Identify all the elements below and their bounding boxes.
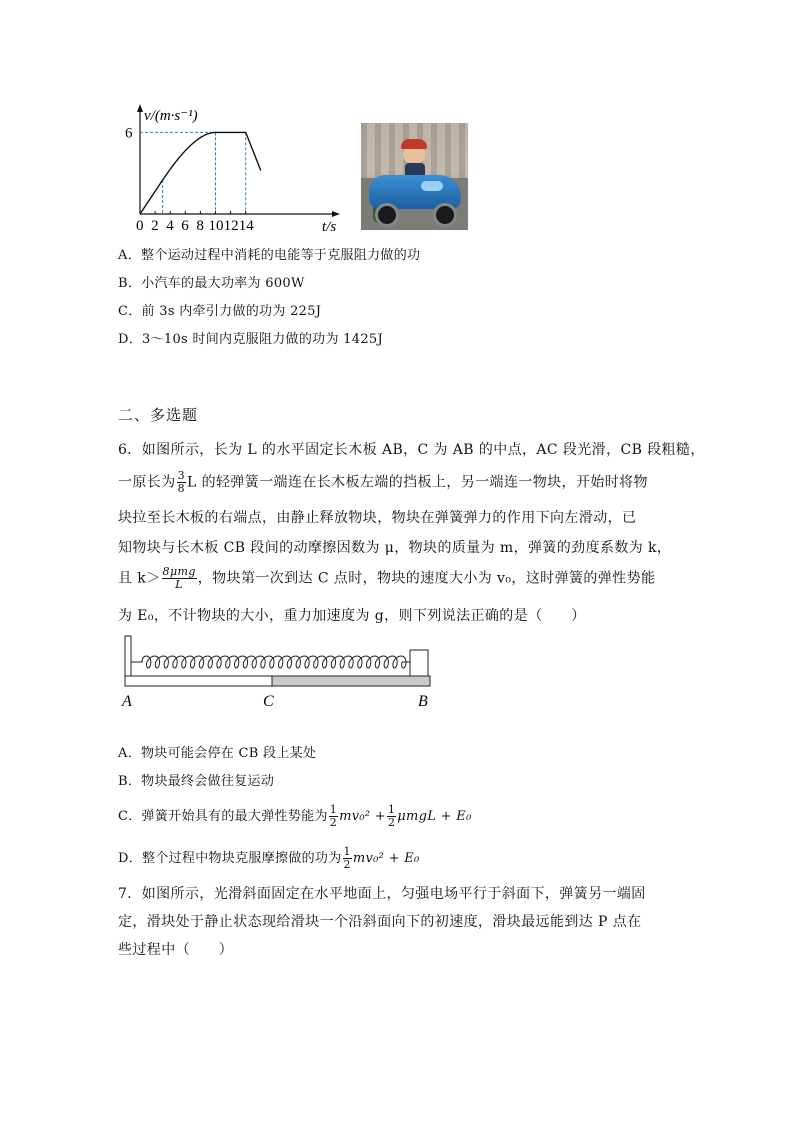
block xyxy=(410,650,428,676)
q7-line-3: 些过程中（ ） xyxy=(118,942,234,958)
q6-fraction-3-8: $\frac{3}{8}$ xyxy=(177,469,186,495)
toy-car-photo xyxy=(361,123,468,230)
section-title: 二、多选题 xyxy=(118,406,199,424)
q6-line-5: 且 k＞ $\frac{\text{8μmg}}{L}$ ，物块第一次到达 C 点时，物块的速度大小为 v₀，这时弹簧的弹性势能 xyxy=(118,565,656,591)
x-tick-10: 10 xyxy=(208,218,224,234)
left-baffle xyxy=(125,636,131,676)
x-tick-2: 2 xyxy=(151,218,159,234)
x-tick-0: 0 xyxy=(136,218,144,234)
velocity-curve xyxy=(140,132,261,214)
q5-option-c: C．前 3s 内牵引力做的功为 225J xyxy=(118,304,322,319)
board-cb-segment xyxy=(272,676,430,686)
q6-fraction-k-bound: $\frac{\text{8μmg}}{L}$ xyxy=(162,565,196,591)
x-tick-6: 6 xyxy=(181,218,189,234)
spring-board-diagram xyxy=(118,630,448,714)
x-tick-8: 8 xyxy=(196,218,204,234)
y-tick-6: 6 xyxy=(125,125,133,142)
y-axis-arrow xyxy=(137,104,143,112)
chart-x-label: t/s xyxy=(322,219,337,235)
q6-line-1: 6．如图所示，长为 L 的水平固定长木板 AB，C 为 AB 的中点，AC 段光滑，CB 段粗糙， xyxy=(118,442,705,458)
q6-option-d: D．整个过程中物块克服摩擦做的功为 $\frac{1}{2}$ mv₀² + E₀ xyxy=(118,845,420,871)
x-tick-4: 4 xyxy=(166,218,174,234)
spring-coil xyxy=(131,656,410,668)
label-a: A xyxy=(122,693,132,710)
q7-line-1: 7．如图所示，光滑斜面固定在水平地面上，匀强电场平行于斜面下，弹簧另一端固 xyxy=(118,886,646,902)
q7-line-2: 定，滑块处于静止状态现给滑块一个沿斜面向下的初速度，滑块最远能到达 P 点在 xyxy=(118,914,642,930)
label-c: C xyxy=(263,693,274,710)
label-b: B xyxy=(418,693,428,710)
x-axis-arrow xyxy=(332,211,340,217)
q6-option-c: C．弹簧开始具有的最大弹性势能为 $\frac{1}{2}$ mv₀² + $\frac{1}{2}$ μmgL + E₀ xyxy=(118,803,472,829)
q6-line-3: 块拉至长木板的右端点，由静止释放物块，物块在弹簧弹力的作用下向左滑动，已 xyxy=(118,510,637,526)
q5-option-a: A．整个运动过程中消耗的电能等于克服阻力做的功 xyxy=(118,248,421,263)
chart-y-label: v/(m·s⁻¹) xyxy=(144,108,198,124)
q6-line-2: 一原长为 $\frac{3}{8}$ L 的轻弹簧一端连在长木板左端的挡板上，另一端连一物块，开始时将物 xyxy=(118,469,648,495)
x-tick-14: 14 xyxy=(238,218,254,234)
velocity-time-chart xyxy=(118,96,348,236)
q6-line-4: 知物块与长木板 CB 段间的动摩擦因数为 μ，物块的质量为 m，弹簧的劲度系数为 k， xyxy=(118,540,672,556)
q5-option-b: B．小汽车的最大功率为 600W xyxy=(118,276,305,291)
q6-line-6: 为 E₀，不计物块的大小，重力加速度为 g，则下列说法正确的是（ ） xyxy=(118,608,586,624)
x-tick-12: 12 xyxy=(223,218,239,234)
q5-option-d: D．3～10s 时间内克服阻力做的功为 1425J xyxy=(118,332,383,347)
board-ac-segment xyxy=(125,676,272,686)
q6-option-a: A．物块可能会停在 CB 段上某处 xyxy=(118,746,317,761)
q6-option-b: B．物块最终会做往复运动 xyxy=(118,774,275,789)
